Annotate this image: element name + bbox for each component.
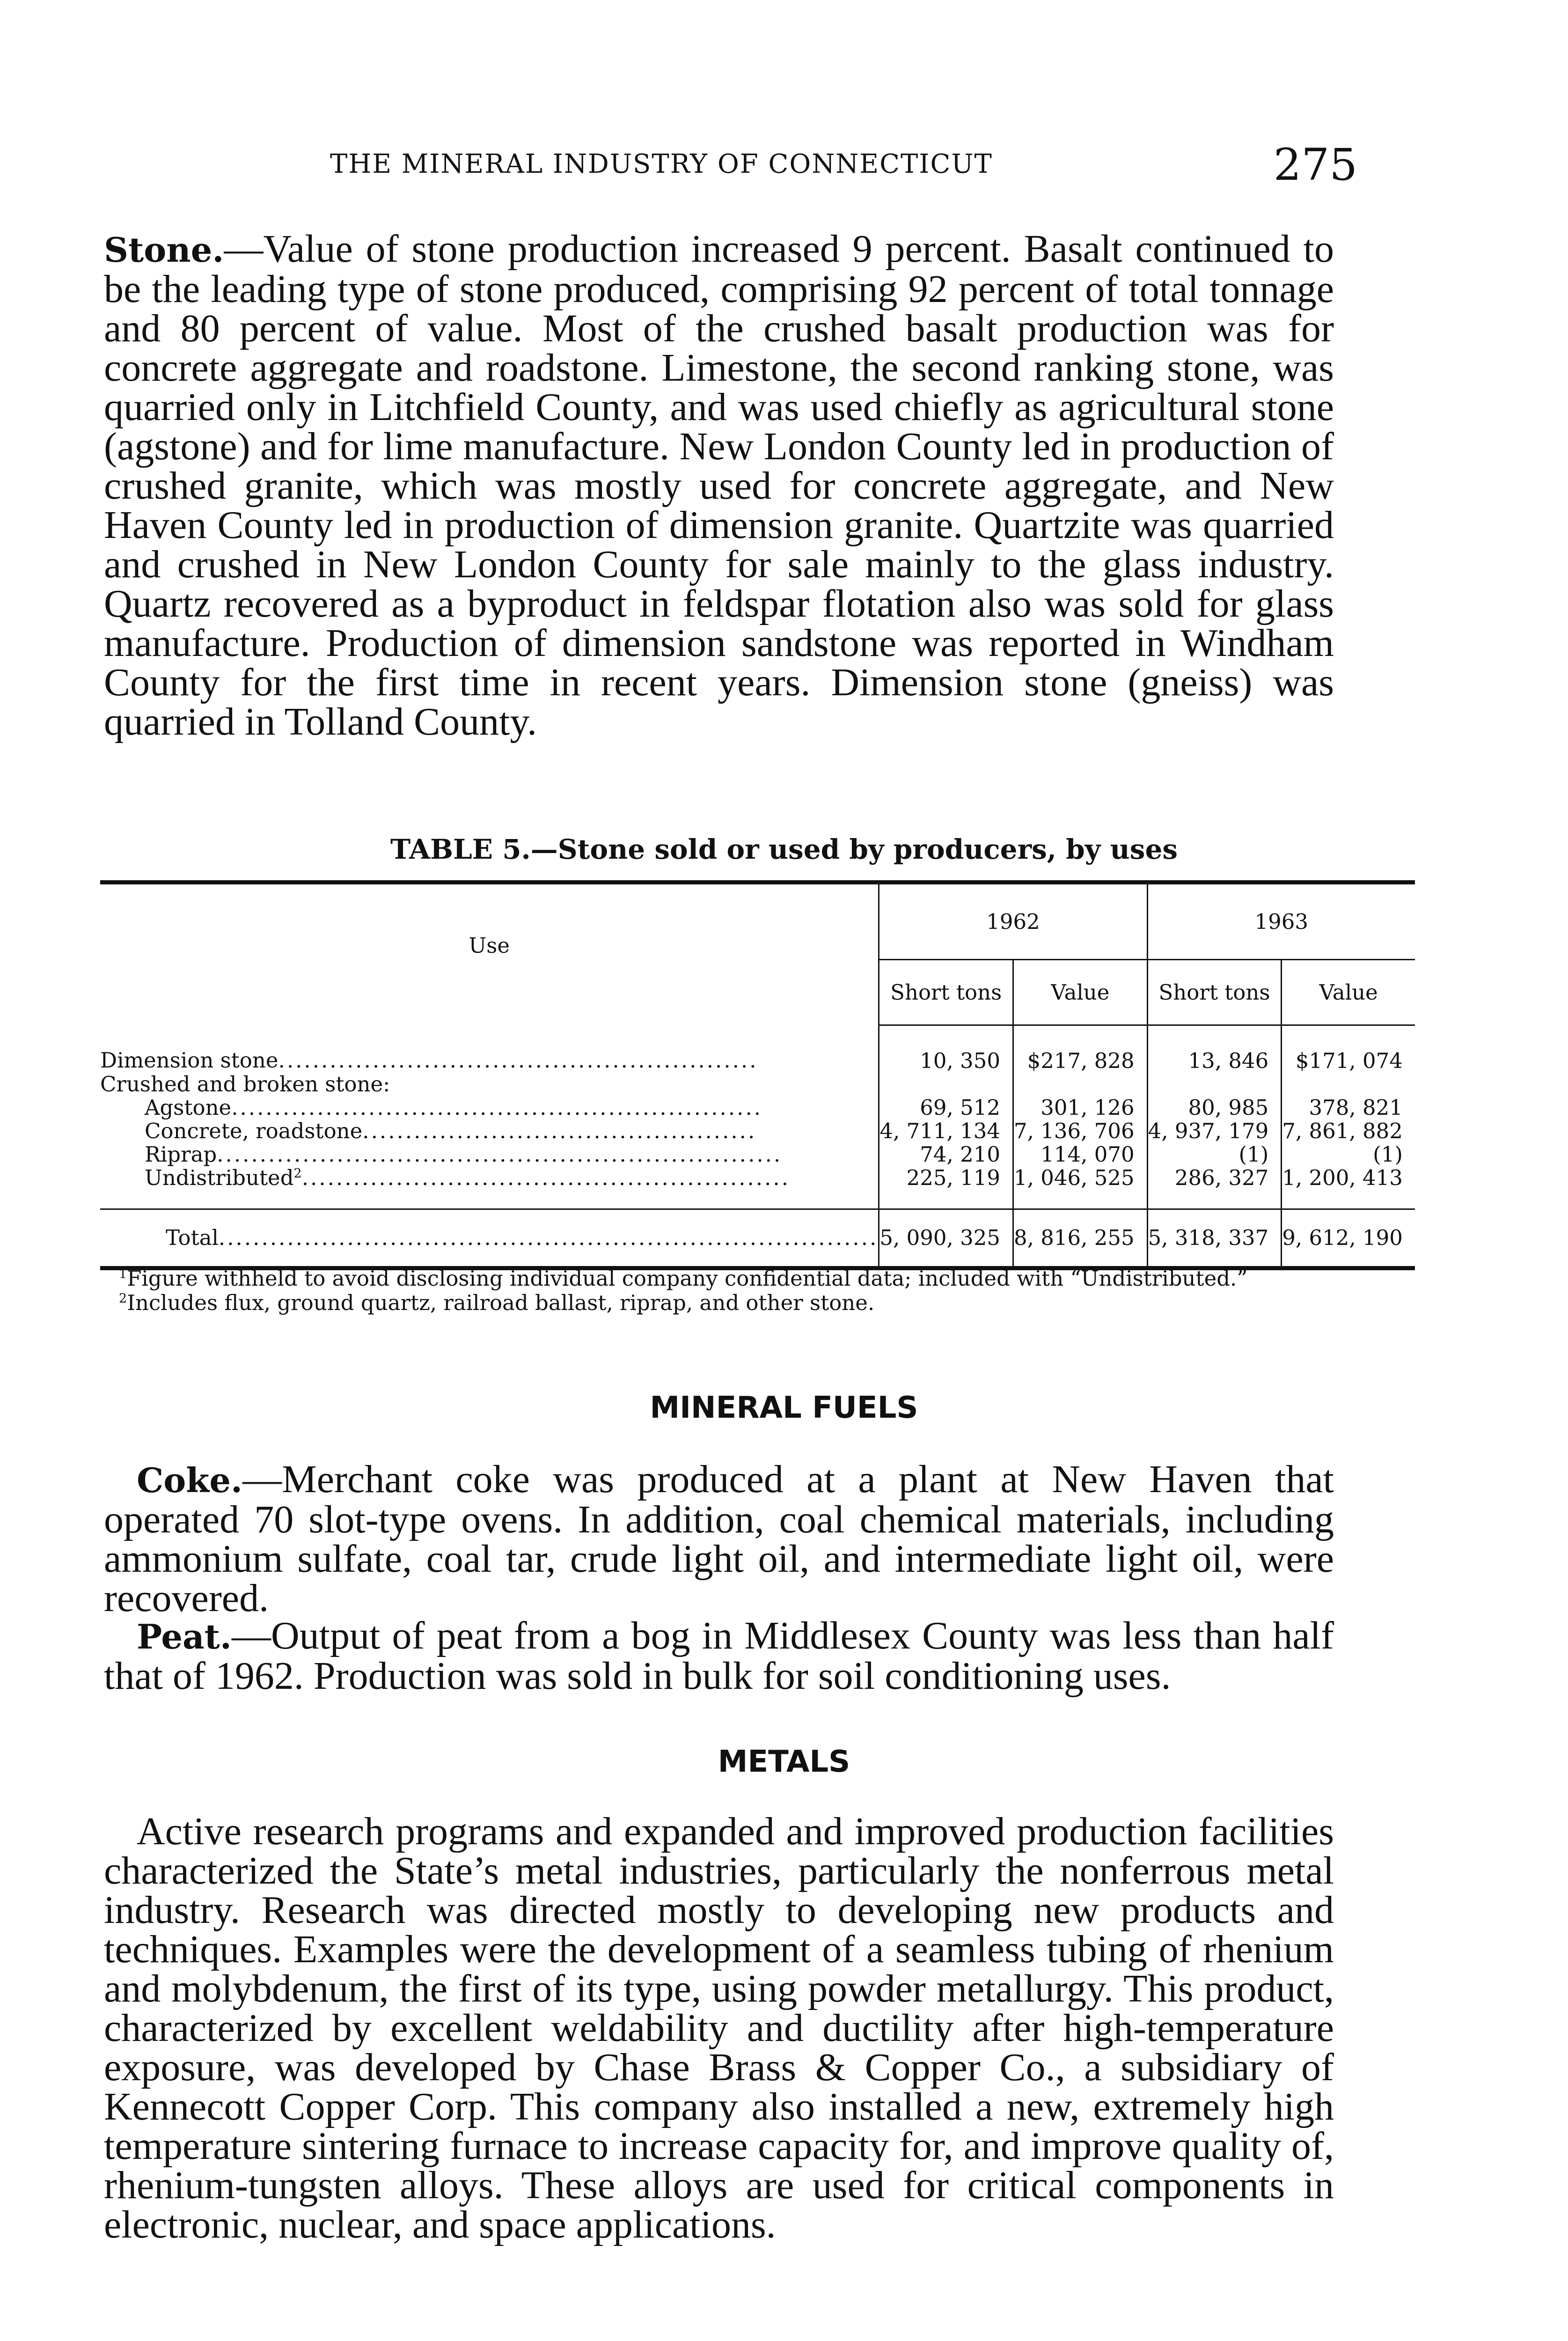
cell-tons-1963: 5, 318, 337 bbox=[1147, 1209, 1282, 1268]
table-title: TABLE 5.—Stone sold or used by producers, by uses bbox=[390, 833, 1178, 865]
row-label: Dimension stone........................................................ bbox=[100, 1047, 758, 1073]
cell-tons-1962: 10, 350 bbox=[879, 1025, 1013, 1073]
row-label: Riprap.................................................................. bbox=[145, 1142, 783, 1166]
cell-tons-1963: (1) bbox=[1147, 1143, 1282, 1166]
header-short-tons-1962: Short tons bbox=[879, 960, 1013, 1025]
cell-tons-1962: 74, 210 bbox=[879, 1143, 1013, 1166]
cell-tons-1962: 4, 711, 134 bbox=[879, 1119, 1013, 1143]
coke-paragraph bbox=[104, 1460, 1334, 1618]
stone-lead: Stone. bbox=[104, 230, 224, 270]
cell-value-1962: $217, 828 bbox=[1013, 1025, 1148, 1073]
cell-tons-1962: 225, 119 bbox=[879, 1166, 1013, 1209]
footnote-ref: 2 bbox=[293, 1166, 302, 1181]
cell-value-1963: 378, 821 bbox=[1282, 1096, 1415, 1119]
header-value-1963: Value bbox=[1282, 960, 1415, 1025]
header-year-1962: 1962 bbox=[879, 883, 1147, 960]
cell-tons-1962: 5, 090, 325 bbox=[879, 1209, 1013, 1268]
stone-paragraph bbox=[104, 229, 1334, 742]
stone-text: —Value of stone production increased 9 percent. Basalt continued to be the leading type of stone produced, comprising 92 percent of total tonnage and 80 percent of value. Most of the crushed basalt production was for concrete aggregate and roadstone. Limestone, the second ranking stone, was quarried only in Litchfield County, and was used chiefly as agricultural stone (agstone) and for lime manufacture. New London County led in production of crushed granite, which was mostly used for concrete aggregate, and New Haven County led in production of dimension granite. Quartzite was quarried and crushed in New London County for sale mainly to the glass industry. Quartz recovered as a byproduct in feldspar flotation also was sold for glass manufacture. Production of dimension sandstone was reported in Windham County for the first time in recent years. Dimension stone (gneiss) was quarried in Tolland County. bbox=[104, 227, 1334, 744]
cell-value-1963: 1, 200, 413 bbox=[1282, 1166, 1415, 1209]
cell-value-1962: 301, 126 bbox=[1013, 1096, 1148, 1119]
row-label: Agstone.............................................................. bbox=[145, 1096, 763, 1119]
running-head: THE MINERAL INDUSTRY OF CONNECTICUT bbox=[330, 149, 993, 179]
table-row-total bbox=[100, 1209, 1415, 1268]
table-footnotes bbox=[100, 1266, 1341, 1315]
cell-value-1963: 9, 612, 190 bbox=[1282, 1209, 1415, 1268]
row-label: Concrete, roadstone.............................................. bbox=[145, 1119, 757, 1143]
peat-lead: Peat. bbox=[137, 1617, 232, 1656]
cell-value-1962: 8, 816, 255 bbox=[1013, 1209, 1148, 1268]
table-row bbox=[100, 1073, 1415, 1096]
cell-tons-1963: 286, 327 bbox=[1147, 1166, 1282, 1209]
cell-tons-1962: 69, 512 bbox=[879, 1096, 1013, 1119]
cell-value-1963: (1) bbox=[1282, 1143, 1415, 1166]
metals-paragraph: Active research programs and expanded and improved production facilities characterized the State’s metal industries, particularly the nonferrous metal industry. Research was directed mostly to developing new products and techniques. Examples were the development of a seamless tubing of rhenium and molybdenum, the first of its type, using powder metallurgy. This product, characterized by excellent weldability and ductility after high-temperature exposure, was developed by Chase Brass & Copper Co., a subsidiary of Kennecott Copper Corp. This company also installed a new, extremely high temperature sintering furnace to increase capacity for, and improve quality of, rhenium-tungsten alloys. These alloys are used for critical components in electronic, nuclear, and space applications. bbox=[104, 1810, 1334, 2246]
coke-text: —Merchant coke was produced at a plant at New Haven that operated 70 slot-type ovens. In addition, coal chemical materials, including ammonium sulfate, coal tar, crude light oil, and intermediate light oil, were recovered. bbox=[104, 1458, 1334, 1620]
peat-paragraph bbox=[104, 1616, 1334, 1696]
cell-value-1962: 7, 136, 706 bbox=[1013, 1119, 1148, 1143]
peat-text: —Output of peat from a bog in Middlesex County was less than half that of 1962. Production was sold in bulk for soil conditioning uses. bbox=[104, 1614, 1334, 1698]
row-label: Total............................................................................. bbox=[100, 1209, 879, 1268]
row-label: Crushed and broken stone: bbox=[100, 1072, 390, 1096]
stone-table bbox=[100, 880, 1415, 1270]
coke-lead: Coke. bbox=[137, 1460, 243, 1500]
cell-tons-1963: 4, 937, 179 bbox=[1147, 1119, 1282, 1143]
table-row bbox=[100, 1025, 1415, 1073]
footnote-2: $^2$Includes flux, ground quartz, railroad ballast, riprap, and other stone. bbox=[119, 1290, 875, 1315]
footnote-1: $^1$Figure withheld to avoid disclosing individual company confidential data; included with “Undistributed.” bbox=[119, 1266, 1248, 1291]
header-value-1962: Value bbox=[1013, 960, 1148, 1025]
header-use: Use bbox=[100, 883, 879, 1025]
table-row bbox=[100, 1166, 1415, 1209]
cell-value-1962: 1, 046, 525 bbox=[1013, 1166, 1148, 1209]
table-row bbox=[100, 1096, 1415, 1119]
section-heading-metals: METALS bbox=[718, 1745, 850, 1779]
cell-value-1962: 114, 070 bbox=[1013, 1143, 1148, 1166]
table-row bbox=[100, 1143, 1415, 1166]
header-year-1963: 1963 bbox=[1147, 883, 1415, 960]
page-number: 275 bbox=[1273, 140, 1357, 191]
cell-tons-1963: 13, 846 bbox=[1147, 1025, 1282, 1073]
header-short-tons-1963: Short tons bbox=[1147, 960, 1282, 1025]
section-heading-mineral-fuels: MINERAL FUELS bbox=[650, 1391, 918, 1425]
table-row bbox=[100, 1119, 1415, 1143]
row-label: Undistributed$^2$......................................................... bbox=[145, 1166, 791, 1190]
cell-value-1963: 7, 861, 882 bbox=[1282, 1119, 1415, 1143]
cell-value-1963: $171, 074 bbox=[1282, 1025, 1415, 1073]
cell-tons-1963: 80, 985 bbox=[1147, 1096, 1282, 1119]
